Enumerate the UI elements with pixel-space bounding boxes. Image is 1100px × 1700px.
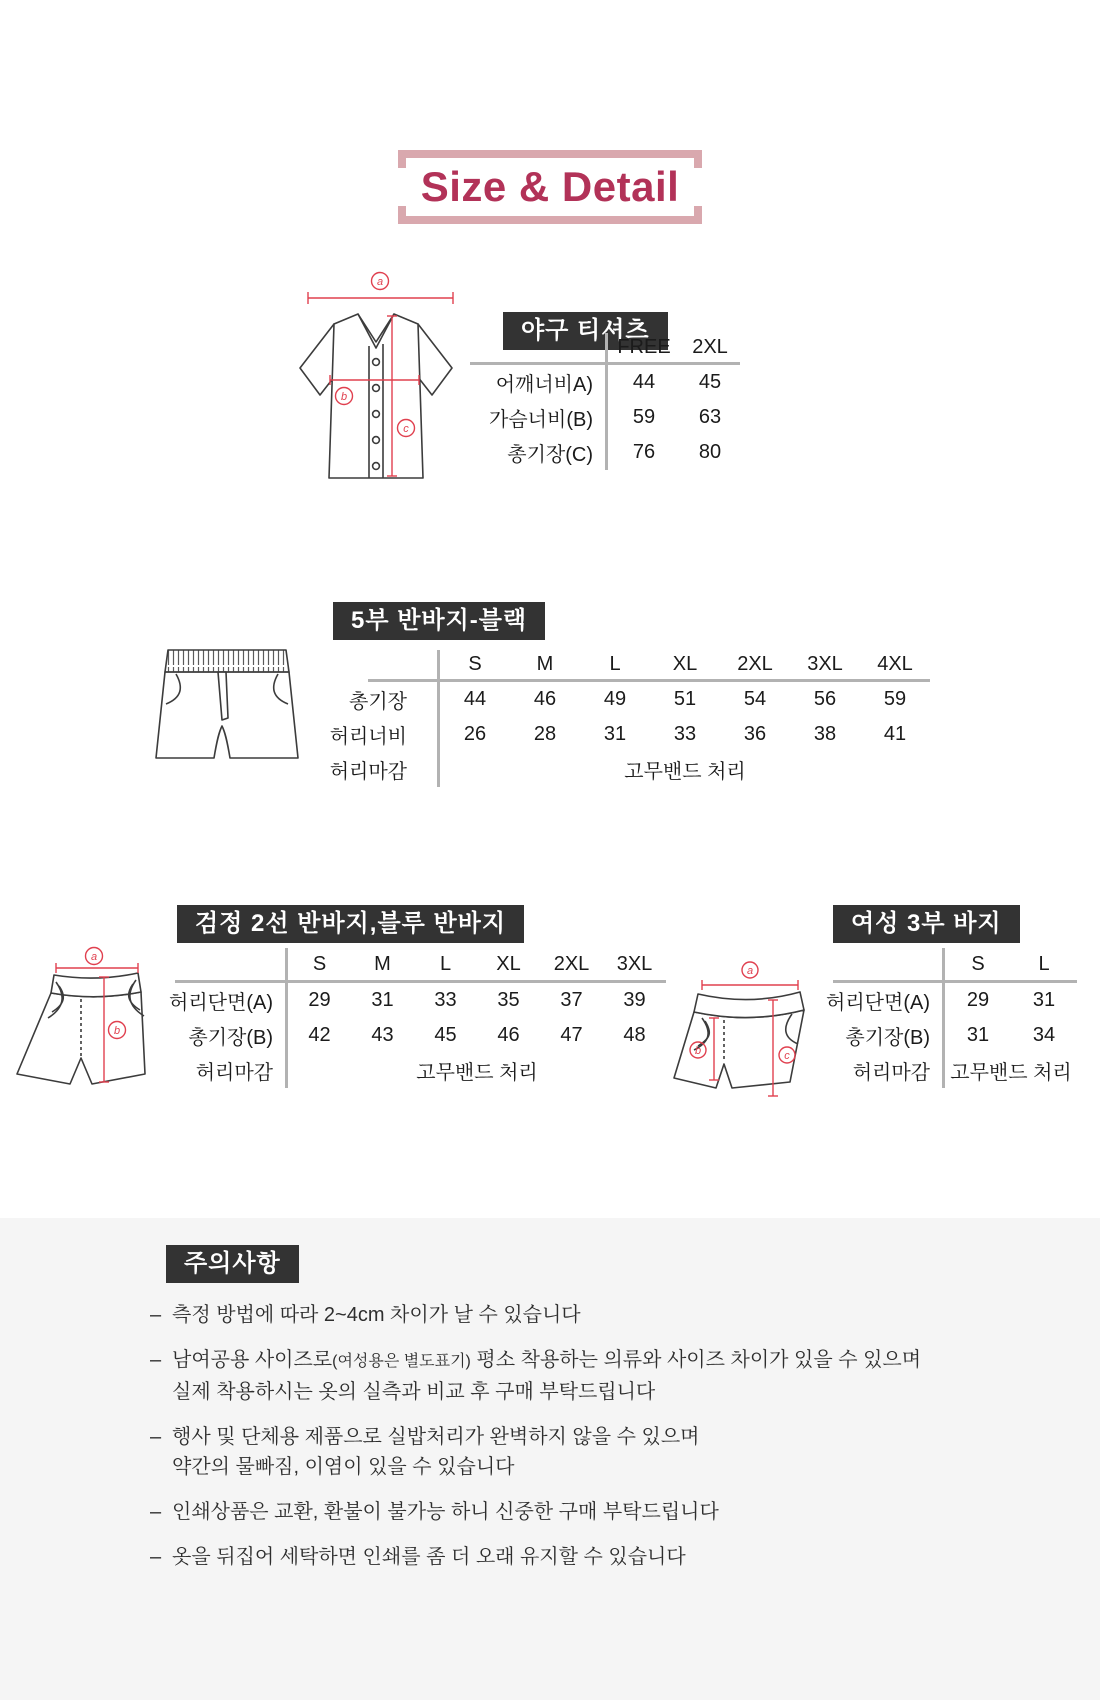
shorts-2line-illustration bbox=[4, 868, 154, 1090]
table-cell: 39 bbox=[623, 989, 646, 1011]
section-title-women3: 여성 3부 바지 bbox=[833, 905, 1020, 943]
note-line: 측정 방법에 따라 2~4cm 차이가 날 수 있습니다 bbox=[172, 1304, 581, 1326]
row-label: 총기장(B) bbox=[833, 1018, 945, 1053]
measure-a-letter: a bbox=[746, 965, 754, 977]
note-line-part: 남여공용 사이즈로 bbox=[172, 1349, 333, 1371]
measure-b-letter: b bbox=[694, 1045, 702, 1057]
table-cell: 35 bbox=[497, 989, 520, 1011]
note-text bbox=[172, 1300, 581, 1330]
shirt-button bbox=[373, 437, 380, 444]
size-table-tshirt bbox=[470, 333, 740, 470]
column-header: S bbox=[945, 948, 1011, 983]
table-cell: 76 bbox=[632, 441, 656, 463]
measure-b-letter: b bbox=[340, 391, 348, 403]
measure-a-letter: a bbox=[90, 951, 98, 963]
note-line: 옷을 뒤집어 세탁하면 인쇄를 좀 더 오래 유지할 수 있습니다 bbox=[172, 1546, 686, 1568]
table-cell: 51 bbox=[673, 688, 697, 710]
table-cell: 47 bbox=[560, 1024, 583, 1046]
table-cell: 59 bbox=[632, 406, 656, 428]
column-header: M bbox=[351, 948, 414, 983]
section-title-shorts-2line: 검정 2선 반바지,블루 반바지 bbox=[177, 905, 524, 943]
table-cell: 43 bbox=[371, 1024, 394, 1046]
note-item bbox=[150, 1422, 1010, 1482]
note-text bbox=[172, 1497, 719, 1527]
page-title: Size & Detail bbox=[420, 163, 680, 210]
note-line: 인쇄상품은 교환, 환불이 불가능 하니 신중한 구매 부탁드립니다 bbox=[172, 1501, 719, 1523]
note-text bbox=[172, 1345, 921, 1407]
table-cell: 45 bbox=[698, 371, 722, 393]
row-label: 가슴너비(B) bbox=[470, 400, 608, 435]
table-cell: 80 bbox=[698, 441, 722, 463]
column-header: M bbox=[510, 650, 580, 682]
table-cell: 38 bbox=[813, 723, 837, 745]
table-cell: 33 bbox=[673, 723, 697, 745]
column-header: L bbox=[580, 650, 650, 682]
table-corner-cell bbox=[470, 333, 608, 365]
table-cell: 26 bbox=[463, 723, 487, 745]
note-item bbox=[150, 1345, 1010, 1407]
section-title-shorts-black: 5부 반바지-블랙 bbox=[333, 602, 545, 640]
column-header: 3XL bbox=[790, 650, 860, 682]
table-cell: 63 bbox=[698, 406, 722, 428]
table-cell: 29 bbox=[308, 989, 331, 1011]
size-table-shorts-black bbox=[329, 650, 930, 787]
table-cell: 31 bbox=[1032, 989, 1056, 1011]
table-cell: 49 bbox=[603, 688, 627, 710]
table-corner-cell bbox=[833, 948, 945, 983]
note-text bbox=[172, 1422, 699, 1482]
column-header: L bbox=[414, 948, 477, 983]
table-cell: 44 bbox=[463, 688, 487, 710]
shorts-waistband bbox=[694, 992, 804, 1018]
women-shorts-illustration bbox=[640, 958, 810, 1100]
row-label: 허리마감 bbox=[833, 1053, 945, 1088]
row-label: 허리마감 bbox=[368, 752, 440, 787]
table-cell: 34 bbox=[1032, 1024, 1056, 1046]
column-header: S bbox=[440, 650, 510, 682]
size-table-women3 bbox=[826, 948, 1077, 1088]
table-cell: 31 bbox=[371, 989, 394, 1011]
row-label: 어깨너비A) bbox=[470, 365, 608, 400]
note-dash: – bbox=[150, 1546, 162, 1568]
column-header: 2XL bbox=[540, 948, 603, 983]
column-header: 2XL bbox=[720, 650, 790, 682]
column-header: 3XL bbox=[603, 948, 666, 983]
table-cell: 46 bbox=[533, 688, 557, 710]
shorts-waistband bbox=[165, 650, 289, 672]
note-line: 약간의 물빠짐, 이염이 있을 수 있습니다 bbox=[172, 1456, 515, 1478]
table-cell: 54 bbox=[743, 688, 767, 710]
table-cell: 56 bbox=[813, 688, 837, 710]
row-label: 허리단면(A) bbox=[833, 983, 945, 1018]
table-cell: 33 bbox=[434, 989, 457, 1011]
size-table-shorts-2line bbox=[169, 948, 666, 1088]
table-corner-cell bbox=[368, 650, 440, 682]
row-label: 허리단면(A) bbox=[175, 983, 288, 1018]
column-header: 4XL bbox=[860, 650, 930, 682]
shirt-button bbox=[373, 359, 380, 366]
note-text bbox=[172, 1542, 686, 1572]
measure-b-letter: b bbox=[113, 1025, 121, 1037]
shirt-button bbox=[373, 411, 380, 418]
column-header: XL bbox=[477, 948, 540, 983]
shirt-button bbox=[373, 463, 380, 470]
column-header: FREE bbox=[608, 333, 680, 365]
column-header: 2XL bbox=[680, 333, 740, 365]
table-cell: 36 bbox=[743, 723, 767, 745]
row-label: 총기장(B) bbox=[175, 1018, 288, 1053]
table-cell: 31 bbox=[603, 723, 627, 745]
shorts-black-illustration bbox=[146, 642, 308, 762]
measure-a-letter: a bbox=[376, 276, 384, 288]
baseball-shirt-illustration bbox=[272, 268, 472, 488]
shirt-button bbox=[373, 385, 380, 392]
table-cell: 44 bbox=[632, 371, 656, 393]
table-span-cell: 고무밴드 처리 bbox=[950, 1062, 1072, 1084]
table-span-cell: 고무밴드 처리 bbox=[624, 761, 746, 783]
table-cell: 29 bbox=[966, 989, 990, 1011]
note-line: 실제 착용하시는 옷의 실측과 비교 후 구매 부탁드립니다 bbox=[172, 1381, 656, 1403]
table-span-cell: 고무밴드 처리 bbox=[416, 1062, 538, 1084]
row-label: 총기장(C) bbox=[470, 435, 608, 470]
table-cell: 45 bbox=[434, 1024, 457, 1046]
table-cell: 46 bbox=[497, 1024, 520, 1046]
notes-title: 주의사항 bbox=[166, 1245, 299, 1283]
note-dash: – bbox=[150, 1501, 162, 1523]
measure-c-letter: c bbox=[403, 423, 409, 435]
note-line-part: 평소 착용하는 의류와 사이즈 차이가 있을 수 있으며 bbox=[470, 1349, 922, 1371]
column-header: S bbox=[288, 948, 351, 983]
table-cell: 42 bbox=[308, 1024, 331, 1046]
row-label: 허리너비 bbox=[368, 717, 440, 752]
note-item bbox=[150, 1497, 1010, 1527]
table-cell: 59 bbox=[883, 688, 907, 710]
note-dash: – bbox=[150, 1304, 162, 1326]
table-cell: 31 bbox=[966, 1024, 990, 1046]
shorts-body bbox=[674, 1010, 804, 1088]
row-label: 허리마감 bbox=[175, 1053, 288, 1088]
note-dash: – bbox=[150, 1349, 162, 1371]
column-header: XL bbox=[650, 650, 720, 682]
table-cell: 41 bbox=[883, 723, 907, 745]
notes-list bbox=[150, 1300, 1010, 1587]
shorts-waistband bbox=[51, 973, 141, 997]
note-line bbox=[172, 1345, 921, 1377]
note-line: 행사 및 단체용 제품으로 실밥처리가 완벽하지 않을 수 있으며 bbox=[172, 1426, 700, 1448]
note-line-small: (여성용은 별도표기) bbox=[332, 1353, 471, 1370]
section-title-baseball-tshirt: 야구 티셔츠 bbox=[503, 312, 668, 350]
row-label: 총기장 bbox=[368, 682, 440, 717]
table-cell: 28 bbox=[533, 723, 557, 745]
note-dash: – bbox=[150, 1426, 162, 1448]
page-title-frame bbox=[398, 150, 702, 224]
column-header: L bbox=[1011, 948, 1077, 983]
note-item bbox=[150, 1300, 1010, 1330]
table-corner-cell bbox=[175, 948, 288, 983]
table-cell: 48 bbox=[623, 1024, 646, 1046]
note-item bbox=[150, 1542, 1010, 1572]
table-cell: 37 bbox=[560, 989, 583, 1011]
measure-c-letter: c bbox=[784, 1050, 790, 1062]
